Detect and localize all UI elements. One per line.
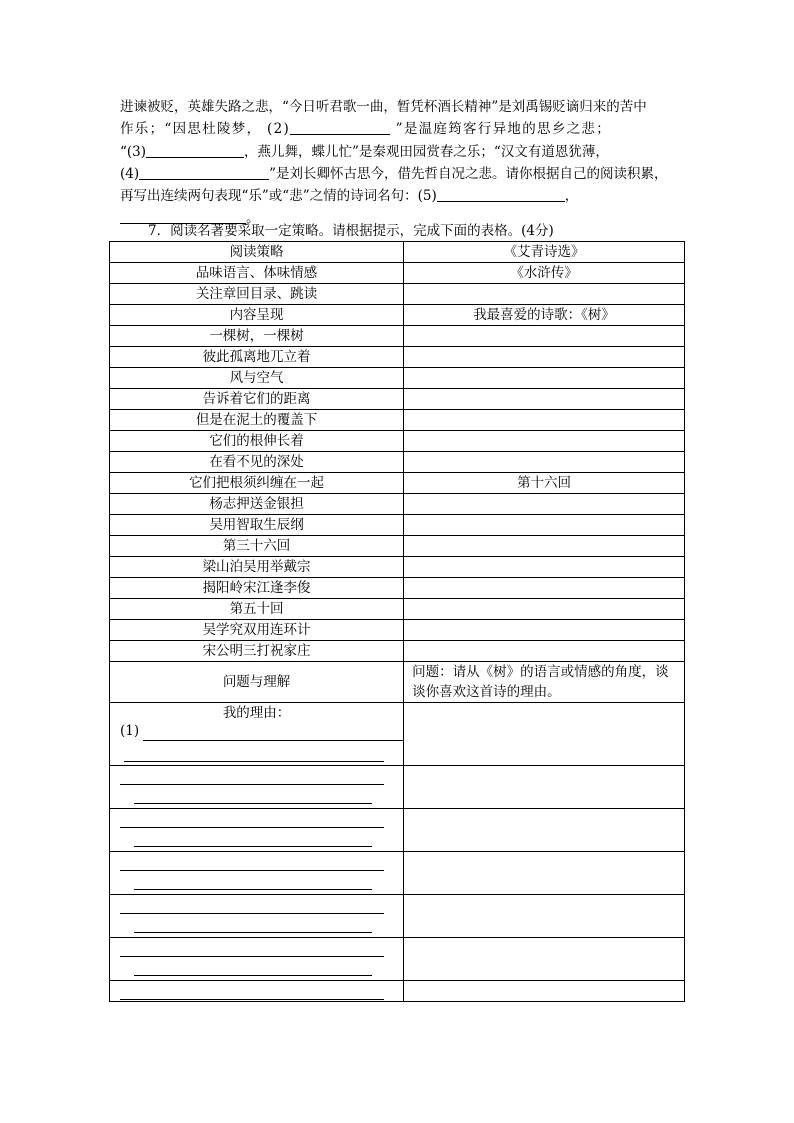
blank-4-label: (4) [120, 165, 140, 182]
table-cell-left: 阅读策略 [110, 242, 404, 263]
blank-3[interactable] [146, 143, 244, 158]
answer-cell[interactable] [110, 938, 404, 981]
para-line-3-text: ，燕儿舞，蝶儿忙”是秦观田园赏春之乐；“汉文有道恩犹薄， [244, 143, 609, 160]
table-row [110, 389, 685, 410]
reading-strategy-table [109, 241, 685, 1002]
reason-answer-cell[interactable] [110, 703, 404, 766]
para-line-2-end: ”是温庭筠客行异地的思乡之悲； [395, 121, 612, 138]
table-cell-left: 它们的根伸长着 [110, 431, 404, 452]
para-line-5 [120, 185, 676, 207]
table-cell-right [404, 515, 685, 536]
para-line-1: 进谏被贬，英雄失路之悲，“今日听君歌一曲，暂凭杯酒长精神”是刘禹锡贬谪归来的苦中 [120, 99, 647, 115]
table-cell-left: 风与空气 [110, 368, 404, 389]
blank-3-label: “(3) [120, 143, 147, 160]
answer-line[interactable] [120, 852, 384, 871]
answer-cell[interactable] [110, 981, 404, 1002]
table-cell-right: 《艾青诗选》 [404, 242, 685, 263]
table-row [110, 326, 685, 347]
question-7: 7．阅读名著要采取一定策略。请根据提示，完成下面的表格。(4分) [148, 223, 554, 239]
table-cell-right [404, 452, 685, 473]
answer-line[interactable] [143, 726, 403, 741]
answer-line[interactable] [134, 914, 372, 933]
question-row [110, 662, 685, 703]
table-row [110, 494, 685, 515]
table-cell-left: 它们把根须纠缠在一起 [110, 473, 404, 494]
table-row [110, 557, 685, 578]
table-row [110, 473, 685, 494]
para-line-5-text: 再写出连续两句表现“乐”或“悲”之情的诗词名句：(5) [120, 188, 437, 205]
table-cell-right: 第十六回 [404, 473, 685, 494]
question-right-cell: 问题：请从《树》的语言或情感的角度，谈谈你喜欢这首诗的理由。 [404, 662, 685, 703]
para-line-4 [120, 163, 676, 185]
para-line-2 [120, 118, 676, 140]
answer-row [110, 766, 685, 809]
table-cell-left: 揭阳岭宋江逢李俊 [110, 578, 404, 599]
answer-line[interactable] [120, 766, 384, 785]
reason-first-line [110, 723, 403, 741]
answer-cell[interactable] [110, 809, 404, 852]
table-cell-right [404, 641, 685, 662]
table-cell-right [404, 389, 685, 410]
answer-cell[interactable] [110, 895, 404, 938]
table-cell-right [404, 431, 685, 452]
table-row [110, 284, 685, 305]
table-cell-left: 吴用智取生辰纲 [110, 515, 404, 536]
question-left-cell: 问题与理解 [110, 662, 404, 703]
table-cell-right [404, 557, 685, 578]
answer-line[interactable] [134, 785, 372, 804]
answer-row [110, 938, 685, 981]
table-cell-right [404, 410, 685, 431]
answer-cell[interactable] [110, 852, 404, 895]
answer-line[interactable] [120, 981, 384, 1000]
table-cell-left: 宋公明三打祝家庄 [110, 641, 404, 662]
table-cell-right [404, 620, 685, 641]
table-row [110, 410, 685, 431]
table-cell-right: 我最喜爱的诗歌：《树》 [404, 305, 685, 326]
table-row [110, 305, 685, 326]
table-cell-left: 一棵树，一棵树 [110, 326, 404, 347]
answer-row [110, 981, 685, 1002]
table-row [110, 620, 685, 641]
table-cell-left: 内容呈现 [110, 305, 404, 326]
table-row [110, 368, 685, 389]
para-line-3 [120, 141, 676, 163]
table-cell-right: 《水浒传》 [404, 263, 685, 284]
table-row [110, 515, 685, 536]
table-row [110, 431, 685, 452]
para-line-6-end: 。 [246, 210, 260, 227]
table-cell-right [404, 368, 685, 389]
blank-5[interactable] [437, 187, 565, 202]
table-cell-right [404, 494, 685, 515]
blank-4[interactable] [139, 165, 269, 180]
answer-right-cell [404, 852, 685, 895]
table-cell-left: 但是在泥土的覆盖下 [110, 410, 404, 431]
answer-line[interactable] [120, 809, 384, 828]
answer-right-cell [404, 981, 685, 1002]
reason-row-1 [110, 703, 685, 766]
answer-line[interactable] [124, 741, 384, 762]
answer-line[interactable] [134, 871, 372, 890]
table-row [110, 599, 685, 620]
table-row [110, 263, 685, 284]
table-cell-left: 第五十回 [110, 599, 404, 620]
table-cell-left: 吴学究双用连环计 [110, 620, 404, 641]
answer-right-cell [404, 938, 685, 981]
para-line-2-text: 作乐；“因思杜陵梦， [120, 121, 262, 138]
table-row [110, 452, 685, 473]
table-cell-right [404, 347, 685, 368]
table-cell-left: 彼此孤离地兀立着 [110, 347, 404, 368]
table-cell-left: 梁山泊吴用举戴宗 [110, 557, 404, 578]
table-cell-right [404, 284, 685, 305]
intro-paragraph [120, 96, 676, 230]
answer-right-cell [404, 809, 685, 852]
answer-row [110, 809, 685, 852]
answer-right-cell [404, 766, 685, 809]
reason-right-cell [404, 703, 685, 766]
table-row [110, 242, 685, 263]
blank-2-label: (2) [267, 121, 291, 138]
table-cell-right [404, 536, 685, 557]
reason-number: (1) [120, 723, 140, 739]
blank-2[interactable] [290, 120, 390, 135]
table-cell-left: 品味语言、体味情感 [110, 263, 404, 284]
table-cell-left: 关注章回目录、跳读 [110, 284, 404, 305]
answer-line[interactable] [134, 828, 372, 847]
answer-line[interactable] [120, 938, 384, 957]
answer-cell[interactable] [110, 766, 404, 809]
answer-line[interactable] [134, 957, 372, 976]
table-cell-right [404, 578, 685, 599]
table-row [110, 641, 685, 662]
reason-label: 我的理由： [222, 705, 291, 721]
para-line-4-text: ”是刘长卿怀古思今，借先哲自况之悲。请你根据自己的阅读积累， [269, 165, 668, 182]
table-cell-left: 告诉着它们的距离 [110, 389, 404, 410]
table-row [110, 347, 685, 368]
answer-row [110, 895, 685, 938]
answer-line[interactable] [120, 895, 384, 914]
table-row [110, 536, 685, 557]
answer-row [110, 852, 685, 895]
table-cell-right [404, 326, 685, 347]
para-line-5-end: ， [564, 188, 579, 205]
answer-right-cell [404, 895, 685, 938]
table-row [110, 578, 685, 599]
table-cell-left: 第三十六回 [110, 536, 404, 557]
table-cell-left: 杨志押送金银担 [110, 494, 404, 515]
table-cell-left: 在看不见的深处 [110, 452, 404, 473]
table-cell-right [404, 599, 685, 620]
